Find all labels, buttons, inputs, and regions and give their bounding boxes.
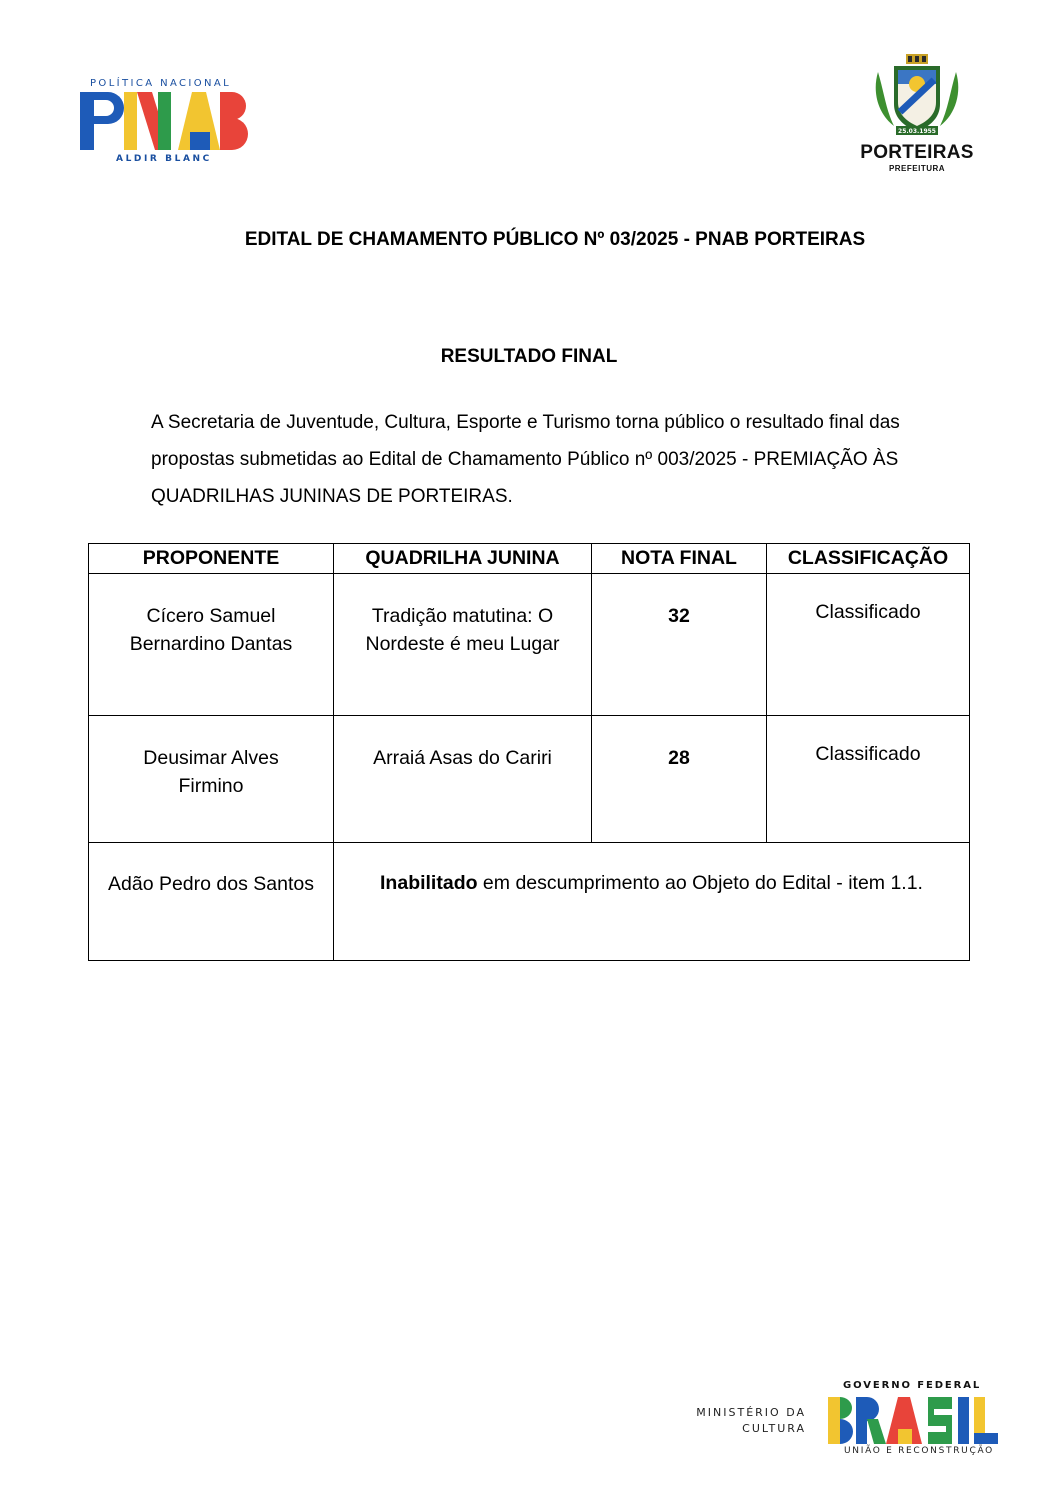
cell-quadrilha: Tradição matutina: O Nordeste é meu Lugar xyxy=(334,574,592,716)
status-inabilitado: Inabilitado xyxy=(380,872,478,894)
header-nota-final: NOTA FINAL xyxy=(592,544,767,574)
section-title: RESULTADO FINAL xyxy=(440,346,618,367)
cell-proponente: Cícero Samuel Bernardino Dantas xyxy=(89,574,334,716)
results-table xyxy=(88,543,970,961)
gov-logo-top-text: GOVERNO FEDERAL xyxy=(843,1380,982,1391)
cell-status xyxy=(334,843,970,961)
table-header-row xyxy=(89,544,970,574)
porteiras-logo xyxy=(852,52,982,178)
status-reason: em descumprimento ao Objeto do Edital - item 1.1. xyxy=(477,872,923,894)
table-row xyxy=(89,843,970,961)
header-proponente: PROPONENTE xyxy=(89,544,334,574)
document-title: EDITAL DE CHAMAMENTO PÚBLICO Nº 03/2025 - PNAB PORTEIRAS xyxy=(244,229,866,250)
porteiras-subtitle: PREFEITURA xyxy=(888,164,946,173)
cell-proponente: Adão Pedro dos Santos xyxy=(89,843,334,961)
cell-quadrilha: Arraiá Asas do Cariri xyxy=(334,716,592,843)
brasil-letters-graphic xyxy=(828,1397,1000,1444)
table-row xyxy=(89,716,970,843)
pnab-logo-top-text: POLÍTICA NACIONAL xyxy=(90,78,232,89)
seal-date: 25.03.1955 xyxy=(898,128,936,135)
governo-federal-logo xyxy=(828,1380,1003,1462)
table-row xyxy=(89,574,970,716)
pnab-letters-graphic xyxy=(80,92,252,150)
cell-proponente: Deusimar Alves Firmino xyxy=(89,716,334,843)
header-classificacao: CLASSIFICAÇÃO xyxy=(767,544,970,574)
header-quadrilha: QUADRILHA JUNINA xyxy=(334,544,592,574)
ministry-logo xyxy=(688,1405,806,1437)
pnab-logo-bottom-text: ALDIR BLANC xyxy=(116,154,212,164)
cell-nota: 28 xyxy=(592,716,767,843)
pnab-logo xyxy=(80,76,255,168)
ministry-line-1: MINISTÉRIO DA xyxy=(696,1406,806,1419)
gov-logo-bottom-text: UNIÃO E RECONSTRUÇÃO xyxy=(844,1446,994,1456)
cell-classificacao: Classificado xyxy=(767,574,970,716)
ministry-line-2: CULTURA xyxy=(742,1422,806,1435)
cell-nota: 32 xyxy=(592,574,767,716)
intro-paragraph: A Secretaria de Juventude, Cultura, Esporte e Turismo torna público o resultado final das propostas submetidas ao Edital de Chamamento Público nº 003/2025 - PREMIAÇÃO ÀS QUADRILHAS JUNINAS DE PORTEIRAS. xyxy=(151,412,900,507)
porteiras-seal-icon xyxy=(872,52,962,140)
cell-classificacao: Classificado xyxy=(767,716,970,843)
porteiras-name: PORTEIRAS xyxy=(860,142,974,163)
